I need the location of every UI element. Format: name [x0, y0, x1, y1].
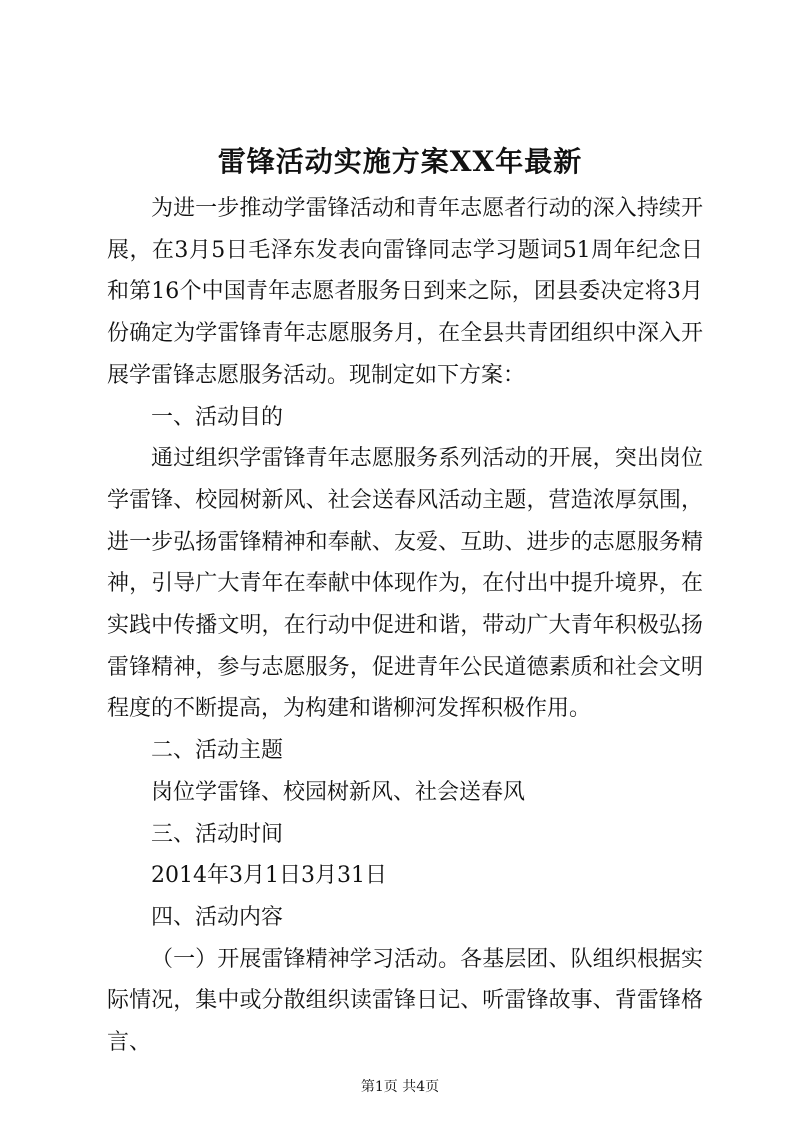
purpose-paragraph: 通过组织学雷锋青年志愿服务系列活动的开展，突出岗位学雷锋、校园树新风、社会送春风活动主题，营造浓厚氛围，进一步弘扬雷锋精神和奉献、友爱、互助、进步的志愿服务精神，引导广大青年在奉献中体现作为，在付出中提升境界，在实践中传播文明，在行动中促进和谐，带动广大青年积极弘扬雷锋精神，参与志愿服务，促进青年公民道德素质和社会文明程度的不断提高，为构建和谐柳河发挥积极作用。	[107, 446, 703, 722]
section-heading-content: 四、活动内容	[151, 904, 284, 930]
content-item-1: （一）开展雷锋精神学习活动。各基层团、队组织根据实际情况，集中或分散组织读雷锋日记、听雷锋故事、背雷锋格言、	[107, 946, 703, 1056]
document-body	[107, 188, 703, 1064]
section-heading-purpose: 一、活动目的	[151, 404, 284, 430]
intro-paragraph: 为进一步推动学雷锋活动和青年志愿者行动的深入持续开展，在3月5日毛泽东发表向雷锋同志学习题词51周年纪念日和第16个中国青年志愿者服务日到来之际，团县委决定将3月份确定为学雷锋青年志愿服务月，在全县共青团组织中深入开展学雷锋志愿服务活动。现制定如下方案：	[107, 196, 703, 388]
time-text: 2014年3月1日3月31日	[151, 863, 387, 889]
theme-text: 岗位学雷锋、校园树新风、社会送春风	[151, 779, 526, 805]
page-footer: 第1页 共4页	[360, 1079, 440, 1095]
section-heading-time: 三、活动时间	[151, 821, 284, 847]
section-heading-theme: 二、活动主题	[151, 738, 284, 764]
document-title: 雷锋活动实施方案XX年最新	[217, 145, 583, 178]
